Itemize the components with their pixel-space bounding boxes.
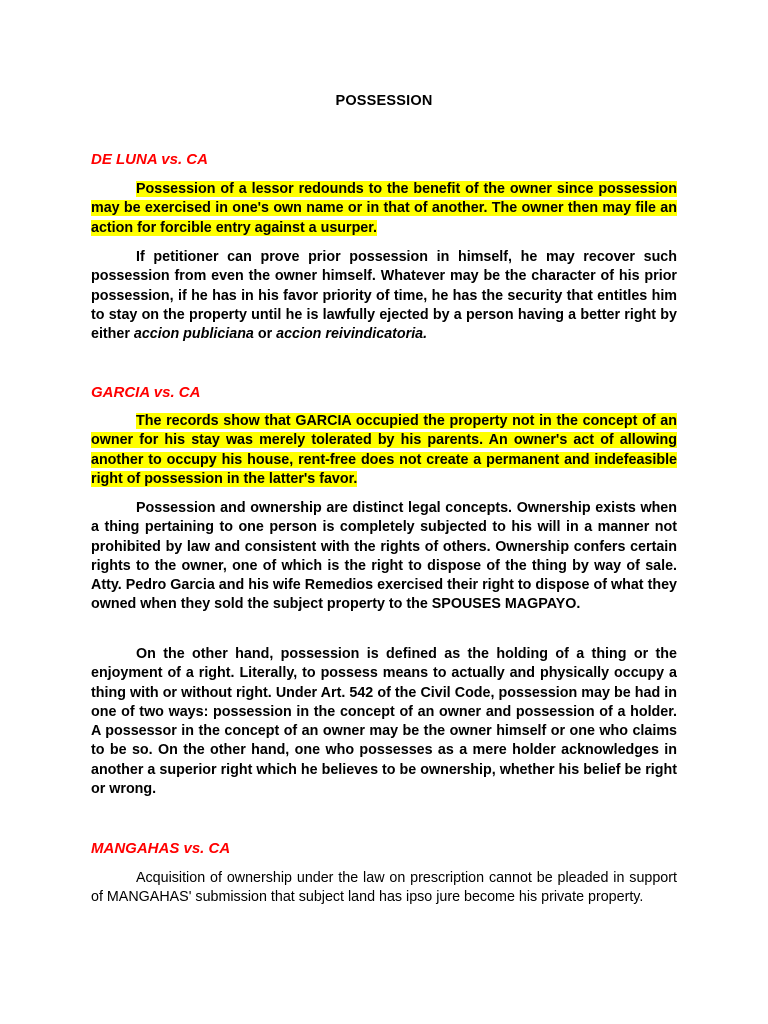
paragraph-text-connector: or bbox=[253, 326, 277, 343]
garcia-paragraph-3: On the other hand, possession is defined as the holding of a thing or the enjoyment of a right. Literally, to possess means to actually and physically occupy a thing with or without right. Under Art. 542 of the Civil Code, possession may be had in one of two ways: possession in the concept of an owner and possession of a holder. A possessor in the concept of an owner may be the owner himself or one who claims to be so. On the other hand, one who possesses as a mere holder acknowledges in another a superior right which he believes to be ownership, whether his belief be right or wrong. bbox=[91, 646, 677, 798]
case-heading-garcia: GARCIA vs. CA bbox=[91, 384, 201, 401]
italic-term-accion-publiciana: accion publiciana bbox=[133, 326, 254, 343]
mangahas-paragraph-1: Acquisition of ownership under the law on prescription cannot be pleaded in support of MANGAHAS' submission that subject land has ipso jure become his private property. bbox=[91, 870, 677, 906]
highlighted-text: The records show that GARCIA occupied the property not in the concept of an owner for his stay was merely tolerated by his parents. An owner's act of allowing another to occupy his house, rent-free does not create a permanent and indefeasible right of possession in the latter's favor. bbox=[91, 413, 677, 487]
document-title: POSSESSION bbox=[335, 93, 433, 109]
case-heading-de-luna: DE LUNA vs. CA bbox=[91, 151, 208, 168]
de-luna-paragraph-2 bbox=[91, 248, 677, 344]
garcia-paragraph-2: Possession and ownership are distinct legal concepts. Ownership exists when a thing pertaining to one person is completely subjected to his will in a manner not prohibited by law and consistent with the rights of others. Ownership confers certain rights to the owner, one of which is the right to dispose of the thing by way of sale. Atty. Pedro Garcia and his wife Remedios exercised their right to dispose of what they owned when they sold the subject property to the SPOUSES MAGPAYO. bbox=[91, 500, 677, 613]
garcia-highlighted-paragraph bbox=[91, 412, 677, 489]
highlighted-text: Possession of a lessor redounds to the benefit of the owner since possession may be exercised in one's own name or in that of another. The owner then may file an action for forcible entry against a usurper. bbox=[91, 181, 677, 236]
italic-term-accion-reivindicatoria: accion reivindicatoria. bbox=[276, 326, 428, 343]
de-luna-highlighted-paragraph bbox=[91, 180, 677, 238]
paragraph-text: If petitioner can prove prior possession in himself, he may recover such possession from even the owner himself. Whatever may be the character of his prior possession, if he has in his favor priority of time, he has the security that entitles him to stay on the property until he is lawfully ejected by a person having a better right by either bbox=[91, 249, 677, 343]
case-heading-mangahas: MANGAHAS vs. CA bbox=[91, 840, 231, 857]
